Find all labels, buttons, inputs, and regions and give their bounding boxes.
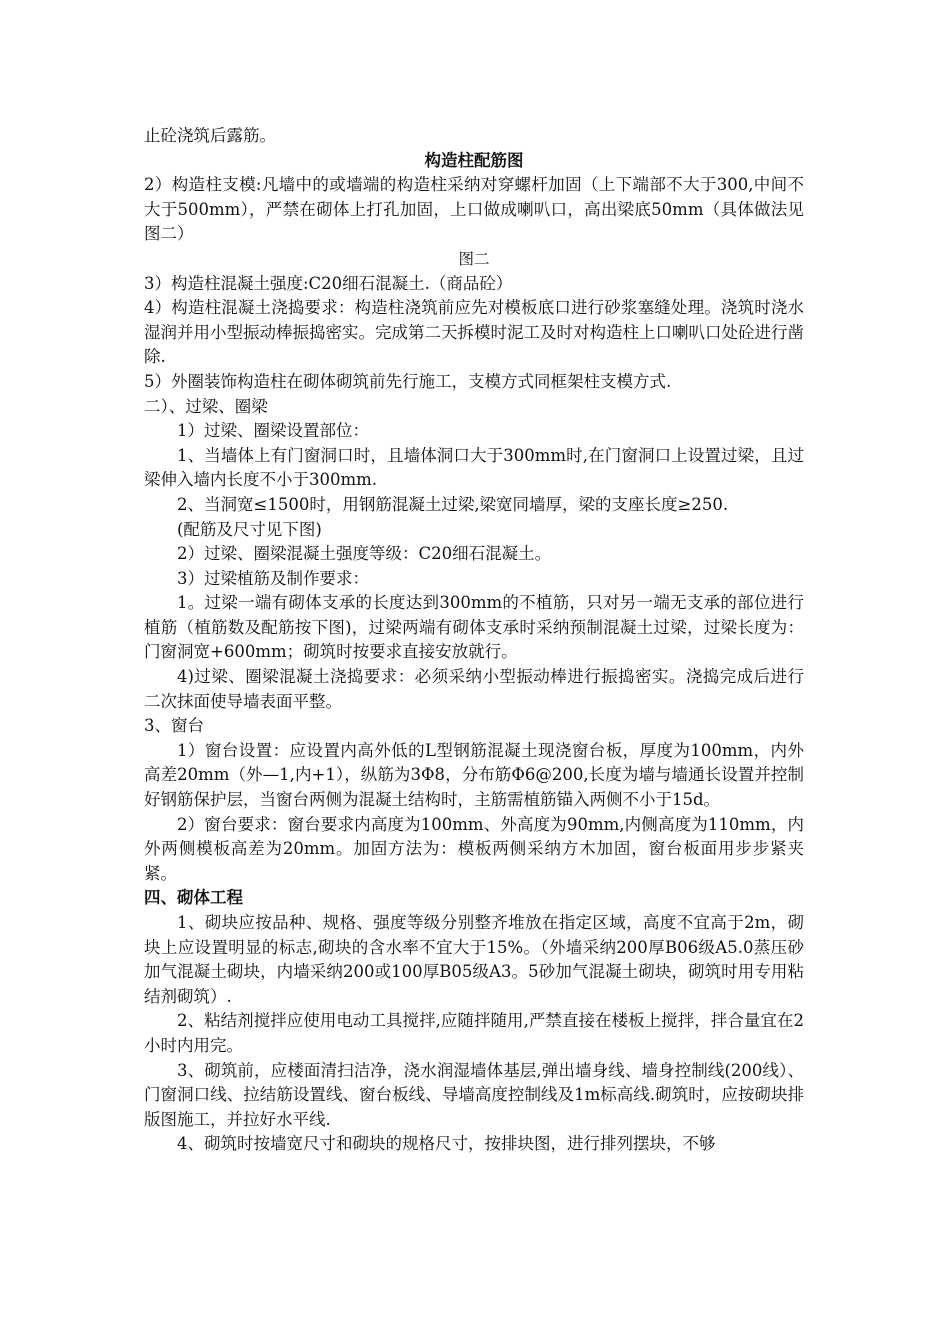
subheading-lintel-rebar: 3）过梁植筋及制作要求： [177, 568, 369, 588]
paragraph-masonry-4: 4、砌筑时按墙宽尺寸和砌块的规格尺寸，按排块图，进行排列摆块，不够 [177, 1134, 716, 1154]
paragraph-lintel-pouring: 4)过梁、圈梁混凝土浇捣要求：必须采纳小型振动棒进行振捣密实。浇捣完成后进行二次抹面使导墙表面平整。 [144, 667, 804, 711]
section-heading-masonry: 四、砌体工程 [144, 888, 243, 908]
paragraph-sill-setup: 1）窗台设置：应设置内高外低的L型钢筋混凝土现浇窗台板，厚度为100mm，内外高差20mm（外—1,内+1），纵筋为3Φ8，分布筋Φ6@200,长度为墙与墙通长设置并控制好钢筋保护层，当窗台两侧为混凝土结构时，主筋需植筋锚入两侧不小于15d。 [144, 740, 804, 810]
figure-title-column-reinforcement: 构造柱配筋图 [424, 150, 524, 170]
paragraph-masonry-3: 3、砌筑前，应楼面清扫洁净，浇水润湿墙体基层,弹出墙身线、墙身控制线(200线）、门窗洞口线、拉结筋设置线、窗台板线、导墙高度控制线及1m标高线.砌筑时，应按砌块排版图施工，并拉好水平线. [144, 1060, 804, 1129]
paragraph-continuation: 止砼浇筑后露筋。 [144, 126, 276, 145]
figure-caption-2: 图二 [458, 249, 490, 268]
paragraph-sill-requirements: 2）窗台要求：窗台要求内高度为100mm、外高度为90mm,内侧高度为110mm，内外两侧模板高差为20mm。加固方法为：模板两侧采纳方木加固，窗台板面用步步紧夹紧。 [144, 814, 804, 883]
paragraph-concrete-strength: 3）构造柱混凝土强度:C20细石混凝土.（商品砼） [144, 273, 513, 293]
paragraph-lintel-rebar: 1。过梁一端有砌体支承的长度达到300mm的不植筋，只对另一端无支承的部位进行植筋（植筋数及配筋按下图)，过梁两端有砌体支承时采纳预制混凝土过梁，过梁长度为：门窗洞宽+600mm；砌筑时按要求直接安放就行。 [144, 593, 804, 662]
subheading-lintel-strength: 2）过梁、圈梁混凝土强度等级：C20细石混凝土。 [177, 544, 552, 564]
paragraph-lintel-rule-2: 2、当洞宽≤1500时，用钢筋混凝土过梁,梁宽同墙厚，梁的支座长度≥250. [177, 494, 729, 514]
paragraph-outer-columns: 5）外圈装饰构造柱在砌体砌筑前先行施工，支模方式同框架柱支模方式. [144, 371, 672, 391]
paragraph-masonry-2: 2、粘结剂搅拌应使用电动工具搅拌,应随拌随用,严禁直接在楼板上搅拌，拌合量宜在2小时内用完。 [144, 1011, 804, 1055]
section-heading-lintels: 二）、过梁、圈梁 [144, 396, 268, 416]
paragraph-see-figure: (配筋及尺寸见下图) [177, 519, 322, 539]
paragraph-formwork: 2）构造柱支模:凡墙中的或墙端的构造柱采纳对穿螺杆加固（上下端部不大于300,中间不大于500mm），严禁在砌体上打孔加固，上口做成喇叭口，高出梁底50mm（具体做法见图二） [144, 175, 804, 244]
paragraph-lintel-rule-1: 1、当墙体上有门窗洞口时，且墙体洞口大于300mm时,在门窗洞口上设置过梁，且过梁伸入墙内长度不小于300mm. [144, 445, 804, 490]
paragraph-pouring-requirements: 4）构造柱混凝土浇捣要求：构造柱浇筑前应先对模板底口进行砂浆塞缝处理。浇筑时浇水湿润并用小型振动棒振捣密实。完成第二天拆模时泥工及时对构造柱上口喇叭口处砼进行凿除. [144, 298, 804, 367]
section-heading-window-sill: 3、窗台 [144, 716, 204, 736]
subheading-lintel-locations: 1）过梁、圈梁设置部位： [177, 421, 369, 441]
document-page [144, 124, 804, 1157]
paragraph-masonry-1: 1、砌块应按品种、规格、强度等级分别整齐堆放在指定区域，高度不宜高于2m，砌块上应设置明显的标志,砌块的含水率不宜大于15%。（外墙采纳200厚B06级A5.0蒸压砂加气混凝土砌块，内墙采纳200或100厚B05级A3。5砂加气混凝土砌块，砌筑时用专用粘结剂砌筑）. [144, 913, 804, 1006]
